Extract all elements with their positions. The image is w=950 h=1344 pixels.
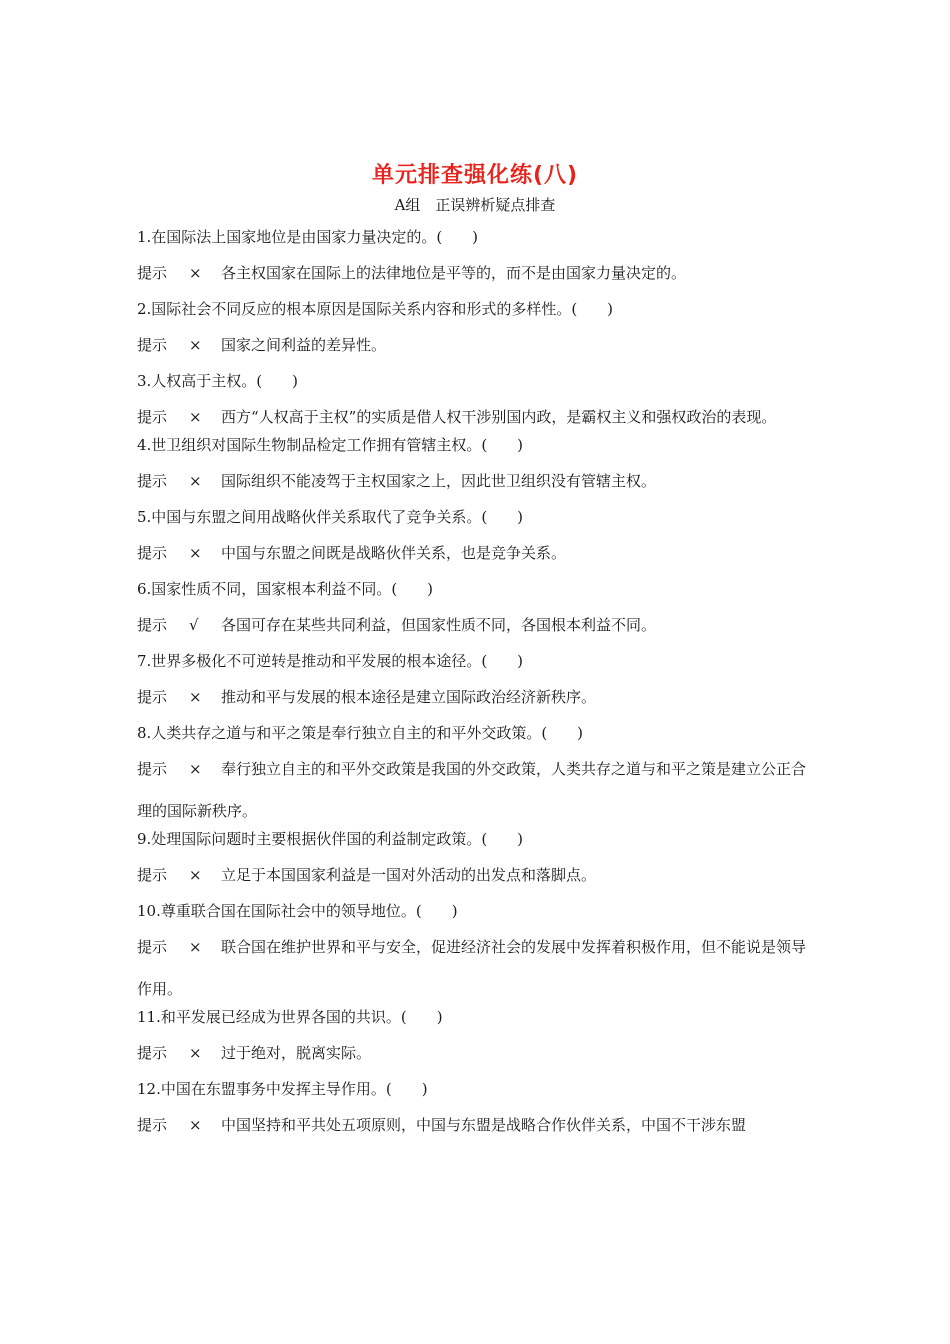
judgement-mark: × (189, 544, 202, 562)
answer-text: 联合国在维护世界和平与安全，促进经济社会的发展中发挥着积极作用，但不能说是领导作用。 (137, 938, 807, 998)
answer-text: 西方“人权高于主权”的实质是借人权干涉别国内政，是霸权主义和强权政治的表现。 (221, 408, 777, 426)
qa-list (137, 226, 817, 1150)
question-item: 6.国家性质不同，国家根本利益不同。( ) (137, 580, 434, 598)
question-item: 7.世界多极化不可逆转是推动和平发展的根本途径。( ) (137, 652, 524, 670)
section-subtitle: A组 正误辨析疑点排查 (394, 196, 556, 214)
hint-label: 提示 (137, 544, 168, 562)
judgement-mark: × (189, 760, 202, 778)
judgement-mark: × (189, 336, 202, 354)
answer-hint (137, 396, 817, 438)
question-item: 9.处理国际问题时主要根据伙伴国的利益制定政策。( ) (137, 830, 524, 848)
answer-hint (137, 1114, 817, 1150)
judgement-mark: × (189, 866, 202, 884)
answer-text: 各国可存在某些共同利益，但国家性质不同，各国根本利益不同。 (221, 616, 657, 634)
question-item: 2.国际社会不同反应的根本原因是国际关系内容和形式的多样性。( ) (137, 300, 614, 318)
judgement-mark: × (189, 938, 202, 956)
judgement-mark: × (189, 264, 202, 282)
answer-text: 各主权国家在国际上的法律地位是平等的，而不是由国家力量决定的。 (221, 264, 687, 282)
judgement-mark: × (189, 472, 202, 490)
question-item: 12.中国在东盟事务中发挥主导作用。( ) (137, 1080, 428, 1098)
hint-label: 提示 (137, 336, 168, 354)
answer-hint (137, 686, 817, 722)
question-item: 5.中国与东盟之间用战略伙伴关系取代了竞争关系。( ) (137, 508, 524, 526)
answer-hint (137, 470, 817, 506)
question-item: 4.世卫组织对国际生物制品检定工作拥有管辖主权。( ) (137, 436, 524, 454)
hint-label: 提示 (137, 688, 168, 706)
judgement-mark: × (189, 1116, 202, 1134)
answer-text: 奉行独立自主的和平外交政策是我国的外交政策，人类共存之道与和平之策是建立公正合理的国际新秩序。 (137, 760, 807, 820)
hint-label: 提示 (137, 472, 168, 490)
answer-hint (137, 926, 817, 1010)
answer-hint (137, 864, 817, 900)
answer-text: 国际组织不能凌驾于主权国家之上，因此世卫组织没有管辖主权。 (221, 472, 657, 490)
page-title: 单元排查强化练(八) (371, 163, 579, 188)
judgement-mark: × (189, 1044, 202, 1062)
hint-label: 提示 (137, 1044, 168, 1062)
hint-label: 提示 (137, 616, 168, 634)
judgement-mark: √ (189, 616, 199, 634)
answer-text: 过于绝对，脱离实际。 (221, 1044, 372, 1062)
question-item: 11.和平发展已经成为世界各国的共识。( ) (137, 1008, 443, 1026)
answer-hint (137, 334, 817, 370)
answer-text: 国家之间利益的差异性。 (221, 336, 387, 354)
judgement-mark: × (189, 688, 202, 706)
hint-label: 提示 (137, 264, 168, 282)
hint-label: 提示 (137, 760, 168, 778)
answer-text: 中国坚持和平共处五项原则，中国与东盟是战略合作伙伴关系，中国不干涉东盟 (221, 1116, 747, 1134)
hint-label: 提示 (137, 866, 168, 884)
question-item: 3.人权高于主权。( ) (137, 372, 299, 390)
answer-hint (137, 262, 817, 298)
answer-text: 中国与东盟之间既是战略伙伴关系，也是竞争关系。 (221, 544, 567, 562)
hint-label: 提示 (137, 1116, 168, 1134)
answer-text: 推动和平与发展的根本途径是建立国际政治经济新秩序。 (221, 688, 597, 706)
hint-label: 提示 (137, 408, 168, 426)
question-item: 1.在国际法上国家地位是由国家力量决定的。( ) (137, 228, 479, 246)
question-item: 8.人类共存之道与和平之策是奉行独立自主的和平外交政策。( ) (137, 724, 584, 742)
answer-hint (137, 542, 817, 578)
answer-hint (137, 748, 817, 832)
answer-text: 立足于本国国家利益是一国对外活动的出发点和落脚点。 (221, 866, 597, 884)
answer-hint (137, 1042, 817, 1078)
judgement-mark: × (189, 408, 202, 426)
answer-hint (137, 614, 817, 650)
question-item: 10.尊重联合国在国际社会中的领导地位。( ) (137, 902, 458, 920)
hint-label: 提示 (137, 938, 168, 956)
